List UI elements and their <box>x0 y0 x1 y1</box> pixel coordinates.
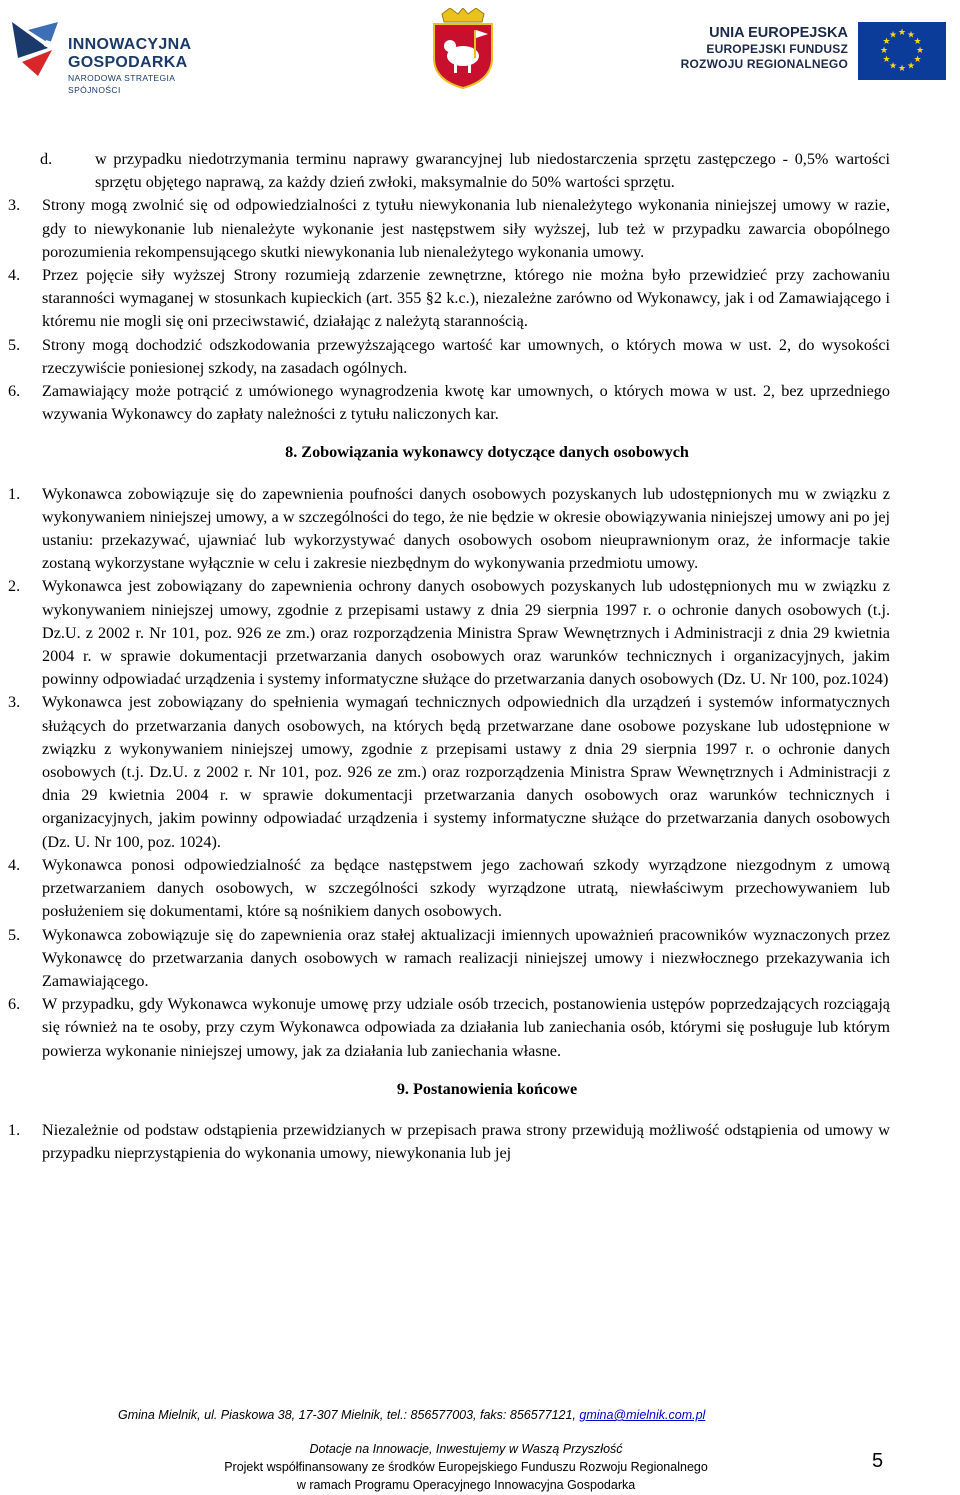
eu-flag-icon <box>858 22 946 80</box>
list-item <box>0 575 960 691</box>
eu-fund-logo <box>676 18 946 88</box>
list-item <box>0 483 960 576</box>
list-item <box>0 194 960 264</box>
item-text: Wykonawca ponosi odpowiedzialność za będące następstwem jego zachowań szkody wyrządzone niezgodnym z umową przetwarzaniem danych osobowych, w szczególności szkody wyrządzone utratą, niewłaściwym przechowywaniem lub posłużeniem się dokumentami, które są nośnikiem danych osobowych. <box>42 855 890 921</box>
item-text: w przypadku niedotrzymania terminu naprawy gwarancyjnej lub niedostarczenia sprzętu zastępczego - 0,5% wartości sprzętu objętego naprawą, za każdy dzień zwłoki, maksymalnie do 50% wartości sprzętu. <box>95 150 890 192</box>
item-text: Strony mogą zwolnić się od odpowiedzialności z tytułu niewykonania lub nienależytego wykonania niniejszej umowy w razie, gdy to niewykonanie lub nienależyte wykonanie jest następstwem siły wyższej, lub też w przypadku zawarcia obopólnego porozumienia rekompensującego skutki niewykonania lub nienależytego wykonania umowy. <box>42 196 890 261</box>
logo-left-line3: NARODOWA STRATEGIA SPÓJNOŚCI <box>68 73 175 95</box>
item-number: 2. <box>8 577 21 596</box>
item-number: 3. <box>8 196 21 215</box>
item-number: 4. <box>8 855 21 874</box>
item-number: 1. <box>8 1120 21 1139</box>
eu-fund-text <box>681 24 848 72</box>
innowacyjna-gospodarka-text <box>68 36 208 96</box>
item-number: d. <box>40 150 53 168</box>
svg-text:★: ★ <box>888 61 898 72</box>
svg-text:★: ★ <box>897 28 907 38</box>
footer-programme: w ramach Programu Operacyjnego Innowacyjna Gospodarka <box>296 1478 636 1492</box>
item-number: 5. <box>8 335 21 354</box>
footer-cofinancing: Projekt współfinansowany ze środków Europejskiego Funduszu Rozwoju Regionalnego <box>224 1460 708 1474</box>
list-item <box>0 264 960 334</box>
item-number: 6. <box>8 995 21 1014</box>
svg-text:★: ★ <box>913 55 922 65</box>
mielnik-crest-logo <box>428 8 498 90</box>
list-item <box>0 334 960 380</box>
page-header <box>0 0 960 100</box>
list-item <box>0 854 960 924</box>
footer-contact <box>118 1408 705 1422</box>
svg-text:★: ★ <box>915 46 925 56</box>
document-body <box>0 148 960 1165</box>
svg-text:★: ★ <box>906 61 916 72</box>
footer-address: Gmina Mielnik, ul. Piaskowa 38, 17-307 Mielnik, tel.: 856577003, faks: 856577121, <box>118 1408 580 1422</box>
item-text: Strony mogą dochodzić odszkodowania przewyższającego wartość kar umownych, o których mowa w ust. 2, do wysokości rzeczywiście poniesionej szkody, na zasadach ogólnych. <box>42 335 890 377</box>
svg-text:★: ★ <box>906 30 916 41</box>
svg-text:★: ★ <box>913 37 922 47</box>
svg-text:★: ★ <box>882 55 891 65</box>
logo-left-line2: GOSPODARKA <box>68 54 188 71</box>
section-9-title: 9. Postanowienia końcowe <box>396 1079 578 1098</box>
item-text: Przez pojęcie siły wyższej Strony rozumieją zdarzenie zewnętrzne, którego nie można było przewidzieć przy zachowaniu staranności wymaganej w stosunkach kupieckich (art. 355 §2 k.c.), niezależne zarówno od Wykonawcy, jak i od Zamawiającego i któremu nie mogli się oni przeciwstawić, działając z należytą starannością. <box>42 266 890 331</box>
logo-right-line1: UNIA EUROPEJSKA <box>709 25 848 41</box>
list-item <box>0 148 960 194</box>
item-text: Wykonawca jest zobowiązany do zapewnienia ochrony danych osobowych pozyskanych lub udostępnionych mu w związku z wykonywaniem niniejszej umowy, zgodnie z przepisami ustawy z dnia 29 sierpnia 1997 r. o ochronie danych osobowych (t.j. Dz.U. z 2002 r. Nr 101, poz. 926 ze zm.) oraz rozporządzenia Ministra Spraw Wewnętrznych i Administracji z dnia 29 kwietnia 2004 r. w sprawie dokumentacji przetwarzania danych osobowych oraz warunków technicznych i organizacyjnych, jakim powinny odpowiadać urządzenia i systemy informatyczne służące do przetwarzania danych osobowych (Dz. U. Nr 100, poz.1024) <box>42 577 890 689</box>
item-text: Wykonawca zobowiązuje się do zapewnienia poufności danych osobowych pozyskanych lub udostępnionych mu w związku z wykonywaniem niniejszej umowy, a w szczególności do tego, że nie będzie w okresie obowiązywania niniejszej umowy ani po jej ustaniu: przekazywać, ujawniać lub wykorzystywać danych osobowych osobom nieuprawnionym oraz, że informacje takie zostaną wykorzystane wyłącznie w celu i zakresie niezbędnym do wykonywania przedmiotu umowy. <box>42 484 890 573</box>
lamb-crest-icon <box>428 8 498 90</box>
item-text: W przypadku, gdy Wykonawca wykonuje umowę przy udziale osób trzecich, postanowienia ustępów poprzedzających rozciągają się również na te osoby, przy czym Wykonawca odpowiada za działania lub zaniechania osób, którymi się posługuje lub którym powierza wykonanie niniejszej umowy, jak za działania lub zaniechania własne. <box>42 995 890 1060</box>
list-item <box>0 1119 960 1165</box>
logo-right-line3: ROZWOJU REGIONALNEGO <box>680 57 848 71</box>
svg-text:★: ★ <box>897 64 907 74</box>
item-number: 6. <box>8 382 21 401</box>
innowacyjna-gospodarka-logo <box>8 18 208 95</box>
footer-slogan: Dotacje na Innowacje, Inwestujemy w Waszą Przyszłość <box>309 1442 623 1456</box>
logo-right-line2: EUROPEJSKI FUNDUSZ <box>706 42 848 56</box>
logo-left-line1: INNOWACYJNA <box>68 36 192 53</box>
svg-text:★: ★ <box>879 46 889 56</box>
list-item <box>0 691 960 853</box>
item-number: 4. <box>8 266 21 285</box>
list-item <box>0 993 960 1063</box>
innowacyjna-gospodarka-emblem-icon <box>8 18 66 80</box>
item-number: 3. <box>8 693 21 712</box>
item-text: Wykonawca jest zobowiązany do spełnienia wymagań technicznych odpowiednich dla urządzeń i systemów informatycznych służących do przetwarzania danych osobowych, na których będą przetwarzane dane osobowe pozyskane lub udostępnione w związku z wykonywaniem niniejszej umowy, zgodnie z przepisami ustawy z dnia 29 sierpnia 1997 r. o ochronie danych osobowych (t.j. Dz.U. z 2002 r. Nr 101, poz. 926 ze zm.) oraz rozporządzenia Ministra Spraw Wewnętrznych i Administracji z dnia 29 kwietnia 2004 r. w sprawie dokumentacji przetwarzania danych osobowych oraz warunków technicznych i organizacyjnych, jakim powinny odpowiadać urządzenia i systemy informatyczne służące do przetwarzania danych osobowych (Dz. U. Nr 100, poz. 1024). <box>42 693 890 851</box>
item-text: Niezależnie od podstaw odstąpienia przewidzianych w przepisach prawa strony przewidują możliwość odstąpienia od umowy w przypadku nieprzystąpienia do wykonania umowy, niewykonania lub jej <box>42 1120 890 1163</box>
item-text: Zamawiający może potrącić z umówionego wynagrodzenia kwotę kar umownych, o których mowa w ust. 2, bez uprzedniego wzywania Wykonawcy do zapłaty należności z tytułu naliczonych kar. <box>42 382 890 424</box>
item-number: 1. <box>8 484 21 503</box>
page-number: 5 <box>872 1450 884 1472</box>
section-8-title: 8. Zobowiązania wykonawcy dotyczące danych osobowych <box>285 443 689 462</box>
item-text: Wykonawca zobowiązuje się do zapewnienia oraz stałej aktualizacji imiennych upoważnień pracowników wyznaczonych przez Wykonawcę do przetwarzania danych osobowych w ramach realizacji niniejszej umowy i niezwłocznego przekazywania ich Zamawiającego. <box>42 925 890 990</box>
list-item <box>0 380 960 426</box>
list-item <box>0 924 960 994</box>
svg-text:★: ★ <box>882 37 891 47</box>
footer-email-link[interactable]: gmina@mielnik.com.pl <box>579 1408 706 1422</box>
svg-text:★: ★ <box>888 30 898 41</box>
item-number: 5. <box>8 925 21 944</box>
